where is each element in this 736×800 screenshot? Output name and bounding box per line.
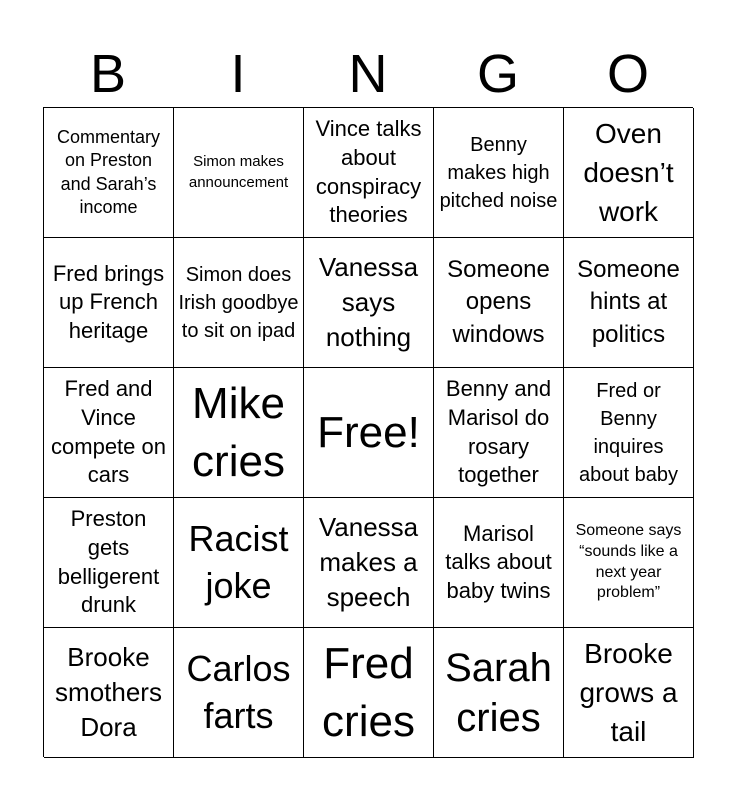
bingo-cell[interactable] [564, 108, 694, 238]
header-letter-n: N [348, 44, 388, 104]
cell-text: Marisol talks about baby twins [445, 520, 552, 603]
cell-text: Benny and Marisol do rosary together [445, 376, 552, 488]
bingo-header [43, 40, 693, 108]
bingo-cell[interactable] [174, 368, 304, 498]
bingo-cell[interactable] [44, 498, 174, 628]
cell-text: Sarah cries [445, 645, 552, 740]
cell-text: Vanessa makes a speech [318, 511, 419, 613]
cell-text: Someone hints at politics [577, 255, 680, 348]
bingo-cell[interactable] [564, 368, 694, 498]
bingo-cell[interactable] [564, 498, 694, 628]
cell-text: Fred and Vince compete on cars [51, 376, 166, 488]
bingo-cell[interactable] [174, 238, 304, 368]
free-space-cell[interactable] [304, 368, 434, 498]
bingo-cell[interactable] [304, 628, 434, 758]
cell-text: Preston gets belligerent drunk [57, 506, 160, 618]
cell-text: Benny makes high pitched noise [439, 133, 558, 212]
cell-text: Fred cries [322, 639, 415, 746]
cell-text: Brooke grows a tail [579, 637, 678, 748]
cell-text: Commentary on Preston and Sarah’s income [56, 126, 161, 217]
bingo-cell[interactable] [304, 498, 434, 628]
bingo-cell[interactable] [434, 238, 564, 368]
bingo-cell[interactable] [434, 498, 564, 628]
cell-text: Vince talks about conspiracy theories [315, 116, 422, 228]
cell-text: Vanessa says nothing [318, 251, 419, 353]
cell-text: Simon does Irish goodbye to sit on ipad [178, 263, 299, 342]
header-letter-i: I [230, 44, 246, 104]
bingo-cell[interactable] [304, 108, 434, 238]
cell-text: Brooke smothers Dora [55, 641, 162, 743]
free-space-text: Free! [317, 407, 420, 457]
bingo-cell[interactable] [564, 628, 694, 758]
cell-text: Someone says “sounds like a next year problem” [575, 521, 682, 602]
bingo-cell[interactable] [304, 238, 434, 368]
header-letter-b: B [89, 44, 127, 104]
bingo-cell[interactable] [44, 368, 174, 498]
bingo-cell[interactable] [564, 238, 694, 368]
bingo-cell[interactable] [44, 108, 174, 238]
cell-text: Simon makes announcement [188, 153, 289, 191]
bingo-card-grid [43, 107, 693, 757]
cell-text: Mike cries [192, 379, 285, 486]
bingo-cell[interactable] [434, 108, 564, 238]
cell-text: Oven doesn’t work [583, 117, 674, 228]
header-letter-o: O [606, 44, 649, 104]
cell-text: Fred or Benny inquires about baby [579, 379, 678, 486]
cell-text: Carlos farts [186, 647, 291, 736]
cell-text: Racist joke [188, 517, 289, 606]
cell-text: Fred brings up French heritage [52, 260, 165, 343]
bingo-cell[interactable] [44, 238, 174, 368]
cell-text: Someone opens windows [447, 255, 550, 348]
bingo-cell[interactable] [174, 498, 304, 628]
bingo-cell[interactable] [44, 628, 174, 758]
header-letter-g: G [476, 44, 519, 104]
bingo-cell[interactable] [174, 628, 304, 758]
bingo-cell[interactable] [174, 108, 304, 238]
bingo-cell[interactable] [434, 368, 564, 498]
bingo-cell[interactable] [434, 628, 564, 758]
